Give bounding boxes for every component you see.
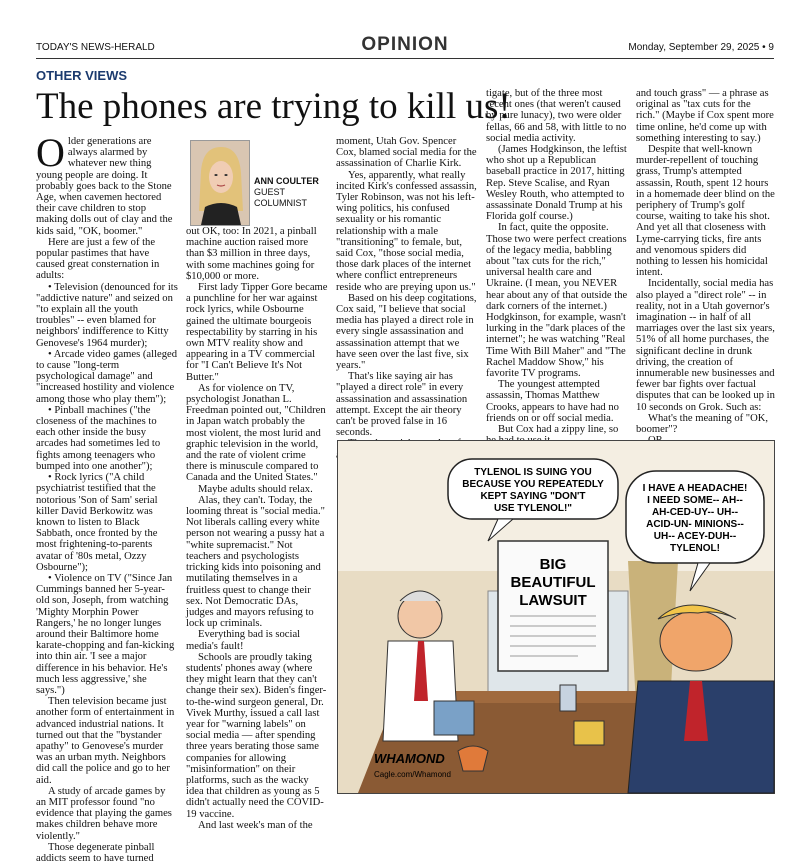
bubble2-line: UH-- ACEY-DUH-- <box>653 531 737 542</box>
paragraph: What's the meaning of "OK, boomer"? <box>636 412 769 436</box>
drop-cap: O <box>36 130 65 175</box>
author-portrait-image <box>191 141 249 225</box>
column-4 <box>486 88 628 440</box>
paper-name: TODAY'S NEWS-HERALD <box>36 42 155 53</box>
paragraph: Yes, apparently, what really incited Kirk's confessed assassin, Tyler Robinson, was not his left-wing politics, his confused sexuality or his romantic relationship with a male "transitioning" to female, but, said Cox, "those social media, those dark places of the internet where conflict entrepreneurs reside who are preying upon us." <box>336 169 477 293</box>
paragraph: moment, Utah Gov. Spencer Cox, blamed social media for the assassination of Charlie Kirk. <box>336 136 477 170</box>
bubble1-line: TYLENOL IS SUING YOU <box>474 467 592 478</box>
sign-line: LAWSUIT <box>519 592 587 609</box>
paragraph: Schools are proudly taking students' phones away (where they might learn that they can't change their sex). Biden's finger-to-the-wind surgeon general, Dr. Vivek Murthy, issued a call last year for "warning labels" on social media — after spending three years berating those same companies for allowing "misinformation" on their platforms, such as the wacky idea that children as young as 5 didn't actually need the COVID-19 vaccine. <box>186 651 327 820</box>
cartoon-illustration <box>338 441 774 793</box>
author-role-2: COLUMNIST <box>254 198 308 208</box>
paragraph: and touch grass" — a phrase as original as "tax cuts for the rich." (Maybe if Cox spent more time online, he'd come up with something interesting to say.) <box>636 88 774 144</box>
editorial-cartoon <box>337 440 775 794</box>
paragraph: out OK, too: In 2021, a pinball machine auction raised more than $3 million in three days, with some machines going for $10,000 or more. <box>186 226 317 282</box>
paragraph: Here are just a few of the popular pastimes that have caused great consternation in adults: <box>36 236 160 282</box>
paragraph: • Rock lyrics ("A child psychiatrist testified that the notorious 'Son of Sam' serial killer David Berkowitz was known to listen to Black Sabbath, once fronted by the most frightening-to-parents avatar of '80s metal, Ozzy Osbourne"); <box>36 472 158 573</box>
author-role-1: GUEST <box>254 187 286 197</box>
paragraph: Maybe adults should relax. <box>198 483 313 495</box>
paragraph: • Violence on TV ("Since Jan Cummings banned her 5-year-old son, Joseph, from watching 'Mighty Morphin Power Rangers,' he no longer lunges around their Baltimore home karate-chopping and fan-kicking into thin air. 'I see a major difference in his behavior. He's much less aggressive,' she says.") <box>36 572 175 696</box>
kicker: OTHER VIEWS <box>36 68 128 83</box>
paragraph: As for violence on TV, psychologist Jonathan L. Freedman pointed out, "Children in Japan watch probably the most violent, the most lurid and graphic television in the world, and the rate of violent crime there is minuscule compared to Canada and the United States." <box>186 382 326 484</box>
paragraph: Despite that well-known murder-repellent of touching grass, Trump's attempted assassin, Routh, spent 12 hours in a homemade deer blind on the periphery of Trump's golf course, waiting to take his shot. And yet all that closeness with Lyme-carrying ticks, fire ants and venomous spiders did nothing to lessen his homicidal intent. <box>636 144 775 279</box>
paragraph: • Pinball machines ("the closeness of the machines to each other inside the busy arcades had sometimes led to fights among teenagers who bumped into one another"); <box>36 404 161 472</box>
paragraph: But Cox had a zippy line, so <box>498 424 619 436</box>
paragraph: Then television became just another form of entertainment in advanced industrial nations. It turned out that the "bystander apathy" to Genovese's murder was an urban myth. Neighbors did call the police and go to her aid. <box>36 696 175 786</box>
column-1 <box>36 130 178 864</box>
date-page: Monday, September 29, 2025 • 9 <box>628 42 774 53</box>
paragraph: • Television (denounced for its "addictive nature" and seized on "to explain all the youth troubles" -- even blamed for neighbors' indifference to Kitty Genovese's 1964 murder); <box>36 281 178 349</box>
headline: The phones are trying to kill us! <box>36 86 511 127</box>
paragraph: That's like saying air has "played a direct role" in every assassination and assassination attempt. Except the air theory can't be proved false in 16 seconds. <box>336 371 468 439</box>
bubble2-line: I NEED SOME-- AH-- <box>647 495 743 506</box>
paragraph: Incidentally, social media has also played a "direct role" -- in reality, not in a Utah governor's imagination -- in half of all marriages over the last six years, 51% of all home purchases, the significant decline in drunk driving, the creation of innumerable new businesses and fewer bar fights over factual disputes that can be looked up in 10 seconds on Grok. Such as: <box>636 278 775 413</box>
paragraph: Those degenerate pinball addicts seem to have turned <box>36 841 155 864</box>
bubble2-line: TYLENOL! <box>670 543 720 554</box>
paragraph: tigate, but of the three most recent ones (that weren't caused by pure lunacy), two were older fellas, 66 and 58, with little to no social media activity. <box>486 88 627 144</box>
paragraph: Based on his deep cogitations, Cox said, "I believe that social media has played a direct role in every single assassination and assassination attempt that we have seen over the last five, six years." <box>336 292 477 372</box>
bubble2-line: AH-CED-UY-- UH-- <box>651 507 739 518</box>
bubble1-line: BECAUSE YOU REPEATEDLY <box>462 479 604 490</box>
paragraph: And last week's man of the <box>198 819 313 831</box>
bubble2-line: ACID-UN- MINIONS-- <box>646 519 744 530</box>
byline <box>254 176 319 209</box>
paragraph: Everything bad is social media's fault! <box>186 629 301 652</box>
paragraph: • Arcade video games (alleged to cause "long-term psychological damage" and "increased hostility and violence among those who play them"); <box>36 348 178 405</box>
bubble2-line: I HAVE A HEADACHE! <box>642 483 748 494</box>
paragraph: In fact, quite the opposite. Those two were perfect creations of the legacy media, babbling about "tax cuts for the rich," universal health care and Ukraine. (I mean, you NEVER hear about any of that outside the dark corners of the internet.) Hodgkinson, for example, wasn't lurking in the "dark places of the internet"; he was watching "Real Time With Bill Maher" and "The Rachel Maddow Show," his favorite TV programs. <box>486 222 628 380</box>
section-title: OPINION <box>361 34 449 55</box>
column-2 <box>186 226 328 831</box>
column-5 <box>636 88 776 440</box>
page-header <box>36 34 774 60</box>
sign-line: BIG <box>539 556 567 573</box>
sign-line: BEAUTIFUL <box>510 574 596 591</box>
paragraph: First lady Tipper Gore became a punchline for her war against rock lyrics, while Osbourne gained the ultimate bourgeois respectability by starring in his own MTV reality show and appearing in a TV commercial for "I Can't Believe It's Not Butter." <box>186 282 328 383</box>
paragraph: The youngest attempted assassin, Thomas Matthew Crooks, appears to have had no friends on or off social media. <box>486 379 619 424</box>
author-name: ANN COULTER <box>254 176 319 186</box>
bubble1-line: KEPT SAYING "DON'T <box>480 491 586 502</box>
cartoon-credit: Cagle.com/Whamond <box>374 770 451 779</box>
paragraph: (James Hodgkinson, the leftist who shot up a Republican baseball practice in 2017, hitting Rep. Steve Scalise, and Ryan Wesley Routh, who attempted to assassinate Donald Trump at his Florida golf course.) <box>486 144 627 223</box>
paragraph: Alas, they can't. Today, the looming threat is "social media." Not liberals calling every white person not wearing a pussy hat a "white supremacist." Not teachers and psychologists tricking kids into poisoning and mutilating themselves in a fruitless quest to change their sex. Not Democratic DAs, judges and mayors refusing to lock up criminals. <box>186 494 325 630</box>
paragraph: A study of arcade games by an MIT professor found "no evidence that playing the games makes children behave more violently." <box>36 785 172 842</box>
column-3 <box>336 136 478 440</box>
col1-first-paragraph: Older generations are always alarmed by whatever new thing young people are doing. It probably goes back to the Stone Age, when cavemen hectored their cave children to stop making dolls out of clay and the kids said, "OK, boomer." <box>36 130 173 237</box>
header-rule <box>36 58 774 59</box>
bubble1-line: USE TYLENOL!" <box>493 503 573 514</box>
cartoon-signature: WHAMOND <box>374 751 445 766</box>
author-photo <box>190 140 250 226</box>
